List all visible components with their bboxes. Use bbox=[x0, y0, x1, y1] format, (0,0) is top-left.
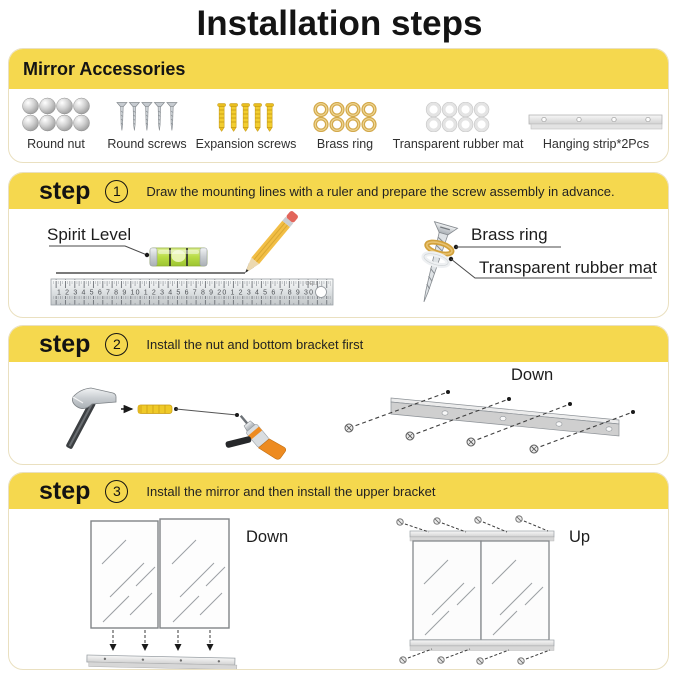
step-description: Install the nut and bottom bracket first bbox=[146, 337, 364, 352]
alignment-line bbox=[176, 409, 237, 415]
ruler bbox=[51, 279, 333, 305]
hanging-strip-icon bbox=[528, 94, 664, 132]
round-nut-icon bbox=[22, 94, 91, 132]
spirit-level bbox=[150, 248, 207, 266]
screw-head-icon bbox=[530, 445, 538, 453]
ruler-brand: DELI bbox=[306, 281, 318, 287]
accessory-round-nut bbox=[22, 94, 91, 151]
step2-content bbox=[9, 362, 668, 465]
down-label: Down bbox=[511, 366, 554, 384]
accessories-title: Mirror Accessories bbox=[23, 58, 186, 79]
accessories-panel bbox=[8, 48, 669, 163]
upper-screws bbox=[397, 516, 548, 532]
upper-bracket bbox=[410, 531, 554, 537]
step-description: Draw the mounting lines with a ruler and prepare the screw assembly in advance. bbox=[146, 184, 615, 199]
accessories-header bbox=[9, 49, 668, 89]
step1-illustration bbox=[9, 209, 669, 318]
hammer-icon bbox=[65, 388, 116, 450]
step1-panel bbox=[8, 172, 669, 318]
accessory-expansion-screws bbox=[196, 94, 297, 151]
accessory-label: Round screws bbox=[107, 137, 187, 151]
screw-head-icon bbox=[467, 438, 475, 446]
brass-ring-label: Brass ring bbox=[471, 225, 548, 244]
pencil bbox=[241, 210, 299, 276]
step2-header bbox=[9, 326, 668, 362]
rubber-mat-icon bbox=[426, 94, 490, 132]
accessory-round-screws bbox=[107, 94, 186, 151]
mirror-pair-up bbox=[410, 531, 554, 651]
round-screws-icon bbox=[116, 94, 178, 132]
bottom-bracket-strip bbox=[87, 655, 237, 670]
step2-illustration bbox=[9, 362, 669, 465]
step-number-badge: 2 bbox=[105, 333, 128, 356]
step-label: step bbox=[39, 329, 91, 358]
step3-illustration bbox=[9, 509, 669, 670]
screw-assembly bbox=[411, 221, 458, 305]
expansion-plug bbox=[138, 405, 172, 414]
accessory-label: Round nut bbox=[27, 137, 85, 151]
step-number-badge: 3 bbox=[105, 480, 128, 503]
lower-screws bbox=[400, 649, 550, 664]
brass-ring-icon bbox=[313, 94, 377, 132]
step3-header bbox=[9, 473, 668, 509]
step1-header bbox=[9, 173, 668, 209]
accessory-brass-ring bbox=[313, 94, 377, 151]
step1-content bbox=[9, 209, 668, 318]
rubber-mat-label: Transparent rubber mat bbox=[479, 258, 657, 277]
accessory-rubber-mat bbox=[393, 94, 524, 151]
page-title: Installation steps bbox=[196, 4, 483, 43]
expansion-screws-icon bbox=[217, 94, 275, 132]
step-label: step bbox=[39, 476, 91, 505]
down-arrows bbox=[110, 630, 214, 651]
accessory-label: Transparent rubber mat bbox=[392, 137, 524, 151]
step-label: step bbox=[39, 176, 91, 205]
lower-bracket bbox=[410, 640, 554, 646]
step-number-badge: 1 bbox=[105, 180, 128, 203]
spirit-level-leader-line bbox=[49, 246, 147, 255]
step3-panel bbox=[8, 472, 669, 670]
accessories-list bbox=[9, 89, 668, 162]
mirror-pair-down bbox=[91, 519, 229, 628]
accessory-label: Brass ring bbox=[316, 137, 374, 151]
step-description: Install the mirror and then install the upper bracket bbox=[146, 484, 436, 499]
step2-panel bbox=[8, 325, 669, 465]
down-label: Down bbox=[246, 528, 289, 546]
up-label: Up bbox=[569, 528, 591, 546]
ruler-numbers: 1 2 3 4 5 6 7 8 9 10 1 2 3 4 5 6 7 8 9 20 1 2 3 4 5 6 7 8 9 30 bbox=[57, 289, 313, 297]
step3-content bbox=[9, 509, 668, 670]
drill-side-handle bbox=[225, 436, 252, 449]
accessory-label: Expansion screws bbox=[195, 137, 297, 151]
accessory-hanging-strip bbox=[528, 94, 664, 151]
accessory-label: Hanging strip*2Pcs bbox=[542, 137, 650, 151]
drill-icon bbox=[235, 407, 288, 464]
spirit-level-label: Spirit Level bbox=[47, 225, 132, 244]
screw-head-icon bbox=[345, 424, 353, 432]
screw-head-icon bbox=[406, 432, 414, 440]
